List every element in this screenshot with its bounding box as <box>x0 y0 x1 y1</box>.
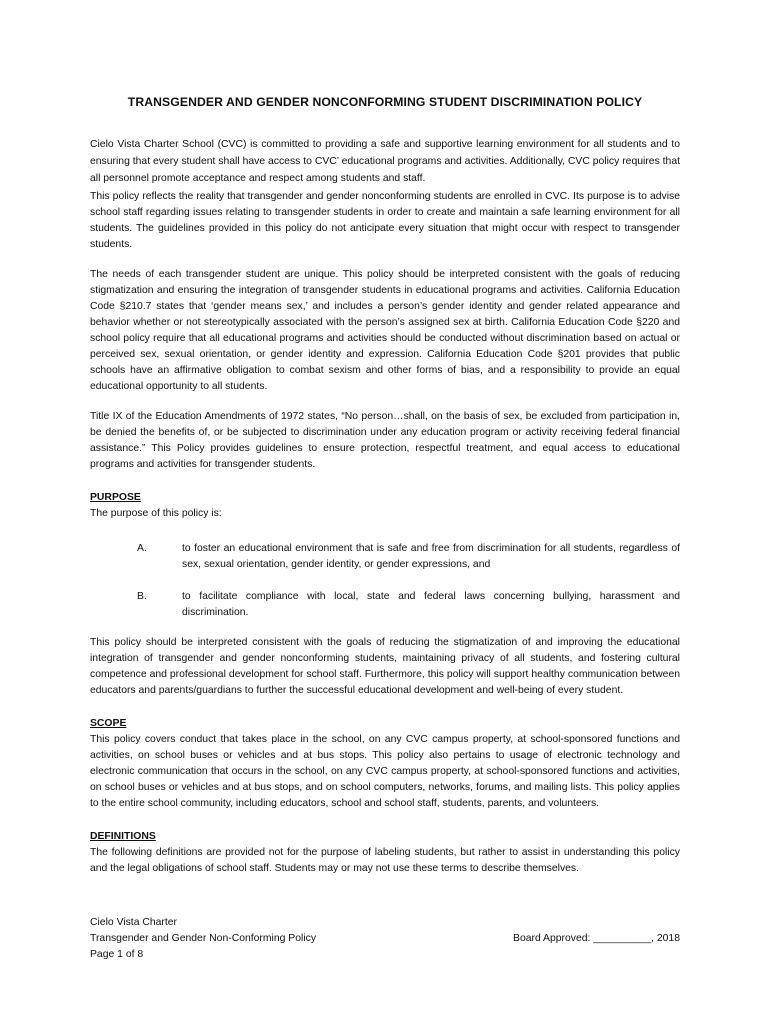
intro-paragraph-4: Title IX of the Education Amendments of 1972 states, “No person…shall, on the basis of sex, be excluded from participation in, be denied the benefits of, or be subjected to discrimination under any education program or activity receiving federal financial assistance.” This Policy provides guidelines to ensure protection, respectful treatment, and equal access to educational programs and activities for transgender students. <box>90 411 680 470</box>
list-item-text: to facilitate compliance with local, state and federal laws concerning bullying, harassment and discrimination. <box>182 591 680 618</box>
purpose-item-b <box>90 589 680 621</box>
list-marker: B. <box>137 591 147 602</box>
purpose-heading: PURPOSE <box>90 492 141 503</box>
intro-paragraph-3: The needs of each transgender student are unique. This policy should be interpreted consistent with the goals of reducing stigmatization and ensuring the integration of transgender students in educational programs and activities. California Education Code §210.7 states that ‘gender means sex,’ and includes a person’s gender identity and gender related appearance and behavior whether or not stereotypically associated with the person’s assigned sex at birth. California Education Code §220 and school policy require that all educational programs and activities should be conducted without discrimination based on actual or perceived sex, sexual orientation, or gender identity and expression. California Education Code §201 provides that public schools have an affirmative obligation to combat sexism and other forms of bias, and a responsibility to provide an equal educational opportunity to all students. <box>90 269 680 392</box>
footer-page-number: Page 1 of 8 <box>90 949 144 960</box>
page-footer <box>90 915 680 963</box>
footer-board-approved: Board Approved: __________, 2018 <box>513 933 680 944</box>
definitions-heading: DEFINITIONS <box>90 831 156 842</box>
purpose-item-a <box>90 541 680 573</box>
footer-policy-name: Transgender and Gender Non-Conforming Policy <box>90 933 317 944</box>
intro-paragraph-2: This policy reflects the reality that transgender and gender nonconforming students are enrolled in CVC. Its purpose is to advise school staff regarding issues relating to transgender students in order to create and maintain a safe learning environment for all students. The guidelines provided in this policy do not anticipate every situation that might occur with respect to transgender students. <box>90 191 680 250</box>
intro-paragraph-1: Cielo Vista Charter School (CVC) is committed to providing a safe and supportive learning environment for all students and to ensuring that every student shall have access to CVC’ educational programs and activities. Additionally, CVC policy requires that all personnel promote acceptance and respect among students and staff. <box>90 139 680 184</box>
purpose-lead: The purpose of this policy is: <box>90 508 222 519</box>
list-marker: A. <box>137 543 147 554</box>
list-item-text: to foster an educational environment that is safe and free from discrimination for all students, regardless of sex, sexual orientation, gender identity, or gender expressions, and <box>182 543 680 570</box>
footer-row <box>90 931 680 947</box>
definitions-text: The following definitions are provided not for the purpose of labeling students, but rather to assist in understanding this policy and the legal obligations of school staff. Students may or may not use these terms to describe themselves. <box>90 847 680 874</box>
scope-text: This policy covers conduct that takes place in the school, on any CVC campus property, at school-sponsored functions and activities, on school buses or vehicles and at bus stops. This policy also pertains to usage of electronic technology and electronic communication that occurs in the school, on any CVC campus property, at school-sponsored functions and activities, on school buses or vehicles and at bus stops, and on school computers, networks, forums, and mailing lists. This policy applies to the entire school community, including educators, school and school staff, students, parents, and volunteers. <box>90 734 680 809</box>
document-title: TRANSGENDER AND GENDER NONCONFORMING STUDENT DISCRIMINATION POLICY <box>127 95 643 109</box>
purpose-closing: This policy should be interpreted consistent with the goals of reducing the stigmatization of and improving the educational integration of transgender and gender nonconforming students, maintaining privacy of all students, and fostering cultural competence and professional development for school staff. Furthermore, this policy will support healthy communication between educators and parents/guardians to further the successful educational development and well-being of every student. <box>90 637 680 696</box>
scope-heading: SCOPE <box>90 718 127 729</box>
document-body <box>90 95 680 877</box>
footer-org: Cielo Vista Charter <box>90 917 178 928</box>
